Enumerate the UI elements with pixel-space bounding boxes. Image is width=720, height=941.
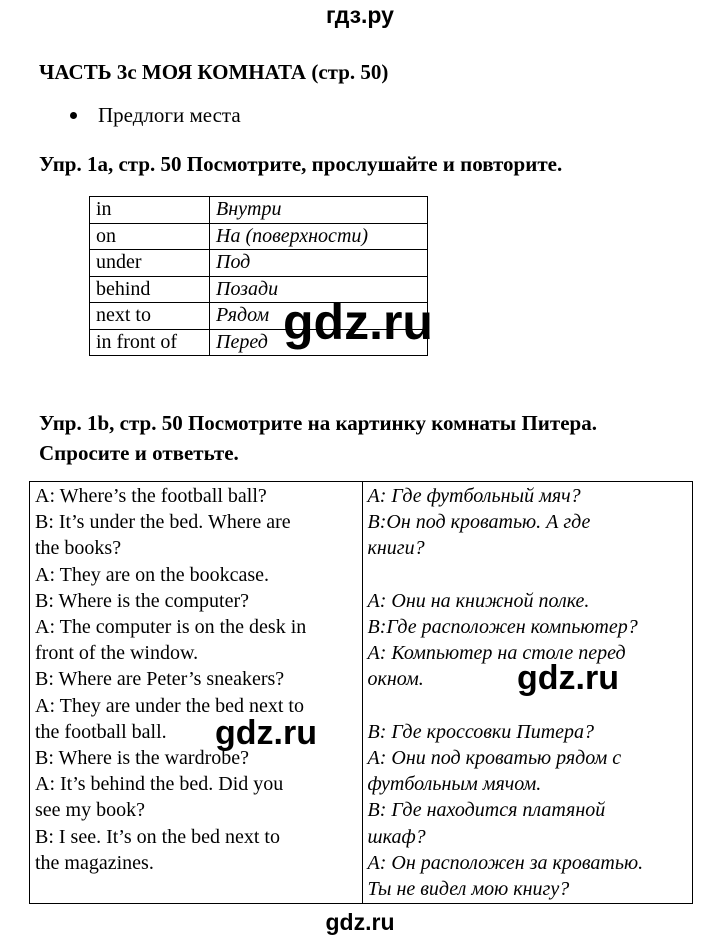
dialog-line: front of the window. [35, 642, 199, 665]
table-row [90, 250, 428, 277]
dialog-line: the football ball. [35, 720, 167, 743]
dialog-line: B: Где кроссовки Питера? [367, 720, 595, 743]
dialog-russian [362, 482, 693, 904]
dialog-line: A: They are under the bed next to [35, 694, 304, 717]
dialog-line: книги? [367, 537, 425, 560]
dialog-line: окном. [367, 668, 424, 691]
preposition-en: under [90, 250, 210, 277]
exercise-1b-title [39, 408, 689, 468]
exercise-1b-title-line: Упр. 1b, стр. 50 Посмотрите на картинку комнаты Питера. [39, 411, 597, 435]
dialog-line: A: Where’s the football ball? [35, 485, 267, 507]
dialog-line: Ты не видел мою книгу? [367, 878, 570, 901]
preposition-ru: На (поверхности) [210, 223, 428, 250]
dialog-line: A: Где футбольный мяч? [367, 485, 581, 507]
dialog-line: шкаф? [367, 825, 426, 848]
watermark: gdz.ru [215, 714, 317, 752]
dialog-line: B: Где находится платяной [367, 799, 606, 822]
preposition-ru: Внутри [210, 197, 428, 224]
dialog-line: B:Он под кроватью. А где [367, 511, 591, 534]
preposition-ru: Под [210, 250, 428, 277]
dialog-line: the magazines. [35, 851, 154, 874]
dialog-line: B:Где расположен компьютер? [367, 616, 638, 638]
preposition-ru: Перед [210, 329, 428, 356]
dialog-line: футбольным мячом. [367, 773, 542, 796]
table-row [90, 197, 428, 224]
dialog-line: B: It’s under the bed. Where are [35, 511, 291, 534]
list-item: Предлоги места [70, 102, 241, 128]
dialog-table [29, 481, 693, 904]
table-row [90, 329, 428, 356]
preposition-en: next to [90, 303, 210, 330]
table-row [90, 303, 428, 330]
preposition-en: in front of [90, 329, 210, 356]
preposition-en: on [90, 223, 210, 250]
watermark: gdz.ru [517, 659, 619, 697]
exercise-1a-title: Упр. 1a, стр. 50 Посмотрите, прослушайте и повторите. [39, 152, 563, 176]
table-row [90, 276, 428, 303]
dialog-line: the books? [35, 537, 122, 560]
dialog-line: see my book? [35, 799, 145, 822]
prepositions-table [89, 196, 428, 356]
dialog-line: B: Where is the wardrobe? [35, 747, 249, 770]
exercise-1b-title-line: Спросите и ответьте. [39, 441, 239, 465]
dialog-line: A: Он расположен за кроватью. [367, 851, 644, 874]
dialog-line: B: Where are Peter’s sneakers? [35, 668, 285, 691]
dialog-gap [368, 693, 687, 719]
watermark: gdz.ru [283, 294, 433, 350]
preposition-en: in [90, 197, 210, 224]
table-row [30, 482, 693, 904]
dialog-line: A: It’s behind the bed. Did you [35, 773, 284, 796]
dialog-line: A: The computer is on the desk in [35, 616, 307, 639]
site-header: гдз.ру [326, 2, 394, 28]
dialog-line: B: I see. It’s on the bed next to [35, 825, 280, 848]
topic-list [70, 102, 241, 128]
dialog-line: A: They are on the bookcase. [35, 563, 269, 586]
dialog-line: A: Они на книжной полке. [367, 589, 590, 612]
dialog-english [30, 482, 363, 904]
table-row [90, 223, 428, 250]
dialog-line: A: Они под кроватью рядом с [367, 747, 622, 769]
footer-watermark: gdz.ru [325, 909, 395, 935]
dialog-line: B: Where is the computer? [35, 589, 250, 612]
preposition-en: behind [90, 276, 210, 303]
dialog-gap [368, 562, 687, 588]
preposition-ru: Позади [210, 276, 428, 303]
preposition-ru: Рядом [210, 303, 428, 330]
part-title: ЧАСТЬ 3с МОЯ КОМНАТА (стр. 50) [39, 60, 389, 84]
dialog-line: A: Компьютер на столе перед [367, 642, 626, 665]
